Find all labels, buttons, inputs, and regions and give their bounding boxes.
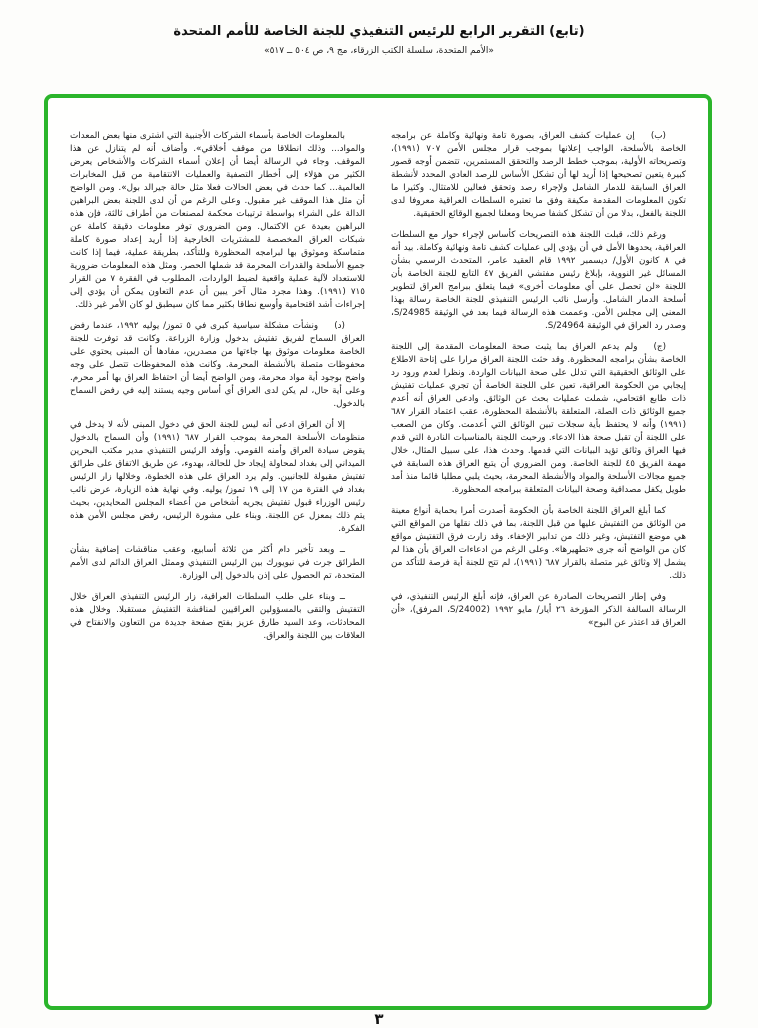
- paragraph-text: ونشأت مشكلة سياسية كبرى في ٥ تموز/ يوليه ١٩٩٢، عندما رفض العراق السماح لفريق تفتيش بدخول وزارة الزراعة. وكانت قد توفرت للجنة الخاصة معلومات موثوق بها جاءتها من مصدرين، مفادها أن المبنى يحتوي على محفوظات متصلة بالأنشطة المحرمة. وكانت هذه المحفوظات تتصل على وجه واضح بوجود أية مواد محرمة، ومن الواضح أيضا أن احتفاظ العراق بها أمر محرم. وعلى أية حال، لم يكن لدى العراق أي أساس وجيه يستند إليه في رفض السماح بالدخول.: [70, 321, 365, 409]
- page-subtitle: «الأمم المتحدة، سلسلة الكتب الزرقاء، مج ٩، ص ٥٠٤ ــ ٥١٧»: [264, 46, 494, 56]
- paragraph-text: ــ وبعد تأخير دام أكثر من ثلاثة أسابيع، وعقب مناقشات إضافية بشأن الطرائق جرت في نيويورك بين الرئيس التنفيذي وممثل العراق الدائم لدى الأمم المتحدة، تم الحصول على إذن بالدخول إلى الوزارة.: [70, 545, 365, 581]
- paragraph: [391, 591, 686, 630]
- paragraph: [70, 591, 365, 643]
- paragraph-label: (ج): [653, 342, 666, 352]
- paragraph: [391, 130, 686, 221]
- document-columns: [48, 98, 708, 1006]
- paragraph-label: (ب): [650, 131, 666, 141]
- document-column-left: [70, 130, 365, 986]
- paragraph: [70, 320, 365, 411]
- paragraph: [391, 341, 686, 497]
- paragraph-label: (د): [334, 321, 345, 331]
- green-border-box: [44, 94, 712, 1010]
- paragraph-text: ــ وبناء على طلب السلطات العراقية، زار الرئيس التنفيذي العراق خلال التفتيش والتقى بالمسؤولين العراقيين لمناقشة التفتيش مستقبلا. وخلال هذه المحادثات، وعد السيد طارق عزيز بفتح صفحة جديدة من التعاون والانفتاح في العلاقات بين اللجنة والعراق.: [70, 592, 365, 641]
- paragraph: [391, 505, 686, 583]
- paragraph: [70, 419, 365, 536]
- paragraph-text: بالمعلومات الخاصة بأسماء الشركات الأجنبية التي اشترى منها بعض المعدات والمواد... وذلك انطلاقا من موقف أخلاقي». وأضاف أنه لم يتنازل عن هذا الموقف. وجاء في الرسالة أيضا أن إعلان أسماء الشركات والأشخاص يعرض الكثير من هؤلاء إلى أخطار التصفية والعمليات الانتقامية من قبل المخابرات العالمية... كما حدث في بعض الحالات فعلا مثل حالة جيرالد بول». ومن الواضح أن مثل هذا الموقف غير مقبول. وعلى الرغم من أن لدى اللجنة بعض البراهين الدالة على الشراء بواسطة ترتيبات محكمة لمصنعات من أطراف ثالثة، فإن هذه البراهين بعيدة عن الاكتمال. ومن الضروري توفر معلومات دقيقة كاملة عن شبكات العراق المخصصة للمشتريات الخارجية إذا أريد إعداد صورة كاملة متماسكة وموثوق بها لبرامجه المحظورة وللتأكد، بطريقة عملية، فيما إذا كانت جميع الأسلحة والقدرات المحرمة قد شملها الحصر. ومثل هذه المعلومات ضرورية للاستعداد لآلية عملية واقعية لضبط الواردات، المطلوب في الفقرة ٧ من القرار ٧١٥ (١٩٩١). وهذا مجرد مثال آخر يبين أن عدم التعاون يمكن أن يؤدي إلى إجراءات أشد اقتحامية وأوسع نطاقا بكثير مما كان سيطبق لو كان الأمر غير ذلك.: [70, 131, 366, 310]
- page-number: ٣: [374, 1010, 384, 1028]
- paragraph: [70, 130, 365, 312]
- document-column-right: [391, 130, 686, 986]
- paragraph-text: إلا أن العراق ادعى أنه ليس للجنة الحق في دخول المبنى لأنه لا يدخل في منظومات الأسلحة المحرمة بموجب القرار ٦٨٧ (١٩٩١) وأن السماح بالدخول يقوض سيادة العراق وأمنه القومي. وأوفد الرئيس التنفيذي مدير مكتب البحرين الميداني إلى بغداد لمحاولة إيجاد حل للحالة، بهدوء، عن طريق الاتفاق على طرائق تفتيش مقبولة للجانبين. ولم يرد العراق على هذه الخطوة، وخلالها زار الرئيس بغداد في الفترة من ١٧ إلى ١٩ تموز/ يوليه. وفي نهاية هذه الزيارة، عرض نائب رئيس الوزراء قبول تفتيش يجريه أشخاص من أعضاء المجلس المحايدين، بحيث يتم ذلك بمعزل عن اللجنة. وبناء على مشورة الرئيس، رفض مجلس الأمن هذه الفكرة.: [70, 420, 365, 534]
- report-header: [0, 24, 758, 56]
- paragraph-text: إن عمليات كشف العراق، بصورة تامة ونهائية وكاملة عن برامجه الخاصة بالأسلحة، الواجب إعلانها بموجب قرار مجلس الأمن ٧٠٧ (١٩٩١)، وتصريحاته الأولية، بموجب خطط الرصد والتحقق المستمرين، تتضمن أوجه قصور كبيرة يتعين تصحيحها إذا أريد لها أن تشكل الأساس للرصد العادي المحدد لأنشطة العراق السابقة للدمار الشامل ولإجراء رصد وتحقق فعالين للامتثال. وكثيرا ما تكون المعلومات المقدمة مكيفة وفق ما تعتبره السلطات العراقية معروفا لدى اللجنة بالفعل، بدلا من أن تشكل كشفا صريحا ومعلنا لجميع الوقائع الحقيقية.: [391, 131, 686, 219]
- paragraph-text: وفي إطار التصريحات الصادرة عن العراق، فإنه أبلغ الرئيس التنفيذي، في الرسالة السالفة الذكر المؤرخة ٢٦ أيار/ مايو ١٩٩٢ (S/24002، المرفق)، «أن العراق قد اعتذر عن البوح»: [391, 592, 686, 628]
- paragraph-text: كما أبلغ العراق اللجنة الخاصة بأن الحكومة أصدرت أمرا بحماية أنواع معينة من الوثائق من التفتيش عليها من قبل اللجنة، بما في ذلك نقلها من المواقع التي هي موضع التفتيش، وغير ذلك من تدابير الإخفاء. وقد زارت فرق التفتيش مواقع كان من الواضح أنه جرى «تطهيرها». وعلى الرغم من ادعاءات العراق بأن هذا لم يشمل إلا وثائق غير متصلة بالقرار ٦٨٧ (١٩٩١)، لم تتح للجنة أية فرصة للتأكد من ذلك.: [391, 506, 686, 581]
- paragraph-text: ورغم ذلك، قبلت اللجنة هذه التصريحات كأساس لإجراء حوار مع السلطات العراقية، يحدوها الأمل في أن يؤدي إلى عمليات كشف تامة ونهائية وكاملة. بيد أنه في ٨ كانون الأول/ ديسمبر ١٩٩٢ قام العقيد عامر، المتحدث الرسمي بشأن المسائل غير النووية، بإبلاغ رئيس مفتشي الفريق ٤٧ التابع للجنة الخاصة بأن اللجنة «لن تحصل على أي معلومات أخرى» فيما يتعلق ببرامج العراق لتطوير أسلحة الدمار الشامل. وأرسل نائب الرئيس التنفيذي للجنة الخاصة رسالة بهذا المعنى إلى مجلس الأمن. وعممت هذه الرسالة فيما بعد في الوثيقة S/24985، وصدر رد العراق في الوثيقة S/24964.: [391, 230, 686, 331]
- page-title: (تابع) التقرير الرابع للرئيس التنفيذي للجنة الخاصة للأمم المتحدة: [173, 24, 585, 39]
- paragraph-text: ولم يدعم العراق بما يثبت صحة المعلومات المقدمة إلى اللجنة الخاصة بشأن برامجه المحظورة. وقد حثت اللجنة العراق مرارا على إتاحة الاطلاع على الوثائق الحقيقية التي تدلل على صحة البيانات الواردة. ونظرا لعدم ورود رد إيجابي من الحكومة العراقية، تعين على اللجنة الخاصة أن تجري عمليات تفتيش ذات طابع اقتحامي، شملت عمليات بحث عن الوثائق. وادعى العراق أنه أعدم جميع الوثائق ذات الصلة، المتعلقة بالأنشطة المحظورة، عقب اعتماد القرار ٦٨٧ (١٩٩١) وأنه لا يحتفظ بأية سجلات تبين الوثائق التي أعدمت. وكان من الصعب على اللجنة أن تقبل صحة هذا الادعاء. ورحبت اللجنة بالمناسبات النادرة التي قدم فيها العراق وثائق تؤيد البيانات التي قدمها. وحدث هذا، على سبيل المثال، خلال مهمة الفريق ٤٥ للجنة الخاصة. ومن الضروري أن يتبع العراق هذه السابقة في جميع مجالات الأسلحة والمواد والأنشطة المحرمة، بحيث يلبي مطلبا قائما منذ أمد طويل يكفل مصداقية وصحة البيانات المتعلقة ببرامجه المحظورة.: [391, 342, 686, 495]
- paragraph: [70, 544, 365, 583]
- paragraph: [391, 229, 686, 333]
